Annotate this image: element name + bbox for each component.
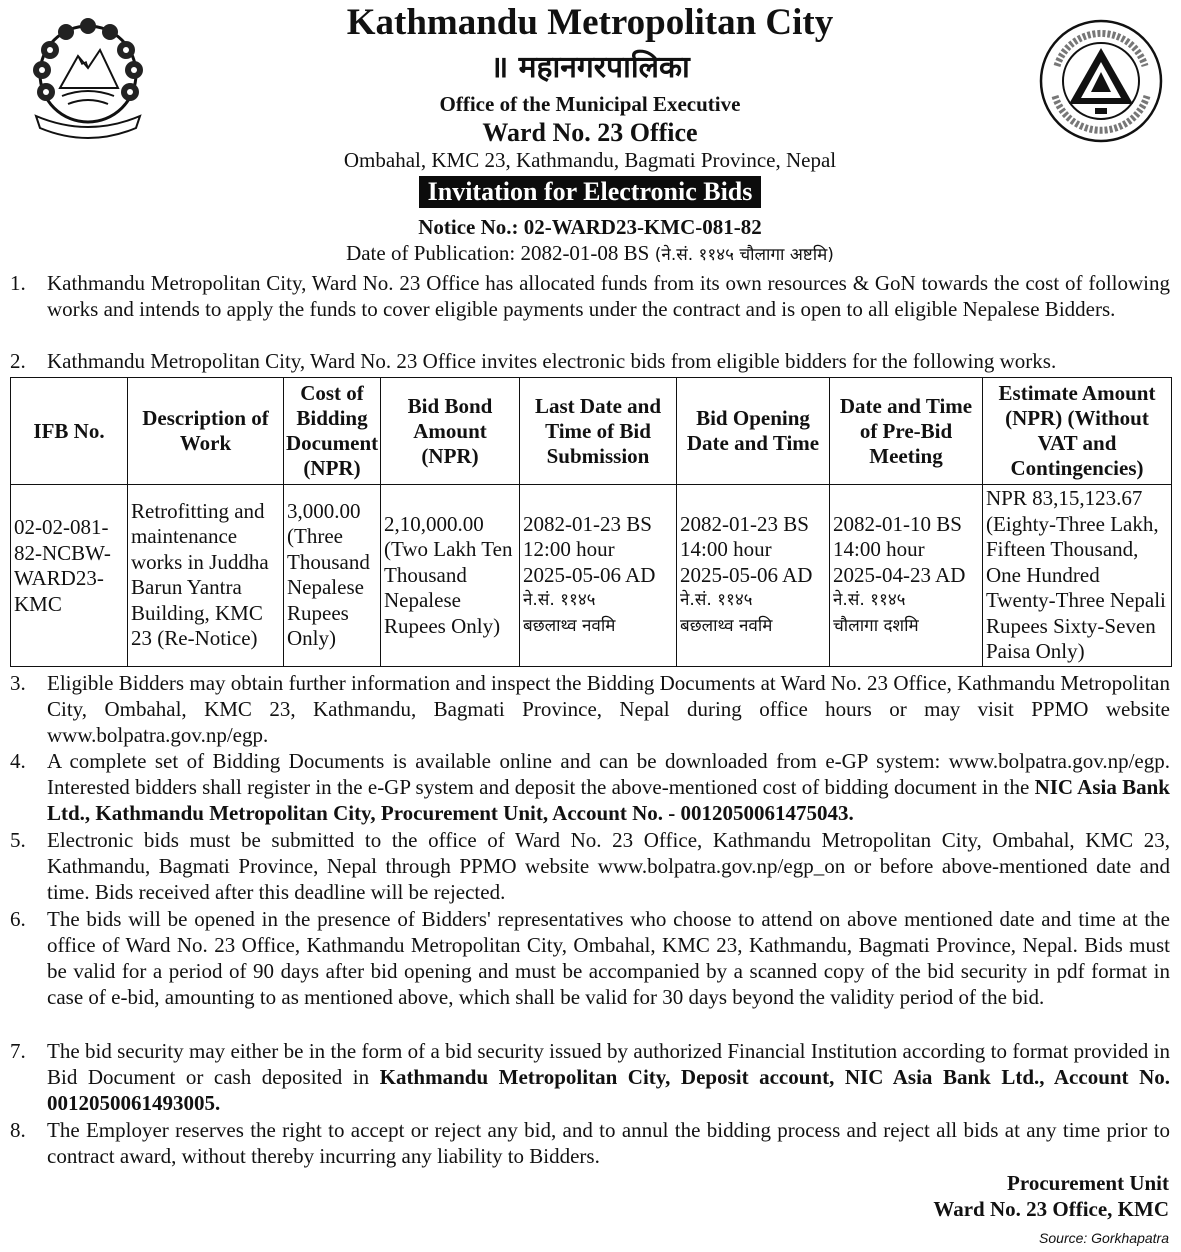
- paragraph-text-wrap: [47, 1038, 1170, 1116]
- submission-bs: 2082-01-23 BS: [523, 511, 652, 536]
- office-title: Office of the Municipal Executive: [439, 92, 741, 116]
- paragraph-8: [10, 1117, 1170, 1169]
- opening-ad: 2025-05-06 AD: [680, 562, 813, 587]
- prebid-bs: 2082-01-10 BS: [833, 511, 962, 536]
- paragraph-text: Kathmandu Metropolitan City, Ward No. 23 Office has allocated funds from its own resources & GoN towards the cost of following works and intends to apply the funds to cover eligible payments under the contract and is open to all eligible Nepalese Bidders.: [47, 271, 1170, 321]
- cell-doc-cost: 3,000.00 (Three Thousand Nepalese Rupees Only): [284, 485, 381, 667]
- paragraph-number: 8.: [10, 1118, 26, 1142]
- paragraph-number: 1.: [10, 271, 26, 295]
- signature-unit: Procurement Unit: [1007, 1171, 1169, 1195]
- prebid-ad: 2025-04-23 AD: [833, 562, 966, 587]
- banner-wrap: [200, 176, 980, 208]
- paragraph-text: Electronic bids must be submitted to the office of Ward No. 23 Office, Kathmandu Metropolitan City, Ombahal, KMC 23, Kathmandu, Bagmati Province, Nepal through PPMO website www.bolpatra.gov.np/egp_on or before above-mentioned date and time. Bids received after this deadline will be rejected.: [47, 828, 1170, 904]
- paragraph-number: 7.: [10, 1039, 26, 1063]
- nepali-title: ॥ महानगरपालिका: [490, 50, 690, 85]
- kmc-seal-icon: [1035, 16, 1167, 146]
- paragraph-text: A complete set of Bidding Documents is available online and can be downloaded from e-GP system: www.bolpatra.gov.np/egp. Interested bidders shall register in the e-GP system and deposit the above-mentioned cost of bidding document in the: [47, 749, 1170, 799]
- header-prebid: Date and Time of Pre-Bid Meeting: [830, 378, 983, 485]
- cell-opening: [677, 485, 830, 667]
- header-doc-cost: Cost of Bidding Document (NPR): [284, 378, 381, 485]
- cell-bid-bond: 2,10,000.00 (Two Lakh Ten Thousand Nepalese Rupees Only): [381, 485, 520, 667]
- signature-office: Ward No. 23 Office, KMC: [933, 1197, 1169, 1221]
- cell-description: Retrofitting and maintenance works in Juddha Barun Yantra Building, KMC 23 (Re-Notice): [128, 485, 284, 667]
- cell-submission: [520, 485, 677, 667]
- table-row: [11, 485, 1172, 667]
- invitation-banner: Invitation for Electronic Bids: [419, 176, 762, 208]
- cell-ifb: 02-02-081-82-NCBW-WARD23-KMC: [11, 485, 128, 667]
- paragraph-number: 5.: [10, 828, 26, 852]
- address: Ombahal, KMC 23, Kathmandu, Bagmati Province, Nepal: [343, 148, 837, 172]
- nepal-emblem-icon: [22, 16, 154, 146]
- submission-time: 12:00 hour: [523, 537, 615, 561]
- header-opening: Bid Opening Date and Time: [677, 378, 830, 485]
- paragraph-2: [10, 348, 1170, 374]
- publication-date-text: Date of Publication: 2082-01-08 BS: [346, 241, 650, 265]
- publication-date-nepali: (ने.सं. ११४५ चौलागा अष्टमि): [649, 245, 834, 265]
- paragraph-bold-text: Kathmandu Metropolitan City, Deposit account, NIC Asia Bank Ltd., Account No. 0012050061493005.: [47, 1065, 1170, 1115]
- paragraph-1: [10, 270, 1170, 322]
- header-submission: Last Date and Time of Bid Submission: [520, 378, 677, 485]
- cell-prebid: [830, 485, 983, 667]
- paragraph-text: Eligible Bidders may obtain further information and inspect the Bidding Documents at Ward No. 23 Office, Kathmandu Metropolitan City, Ombahal, KMC 23, Kathmandu, Bagmati Province, Nepal during office hours or may visit PPMO website www.bolpatra.gov.np/egp.: [47, 671, 1170, 747]
- paragraph-number: 2.: [10, 349, 26, 373]
- opening-time: 14:00 hour: [680, 537, 772, 561]
- cell-estimate: NPR 83,15,123.67 (Eighty-Three Lakh, Fifteen Thousand, One Hundred Twenty-Three Nepali Rupees Sixty-Seven Paisa Only): [983, 485, 1172, 667]
- ward-title: Ward No. 23 Office: [482, 118, 698, 147]
- paragraph-text: Kathmandu Metropolitan City, Ward No. 23 Office invites electronic bids from eligible bidders for the following works.: [47, 349, 1057, 373]
- header-ifb: IFB No.: [11, 378, 128, 485]
- city-title: Kathmandu Metropolitan City: [346, 2, 834, 43]
- paragraph-number: 4.: [10, 749, 26, 773]
- source-credit: Source: Gorkhapatra: [1039, 1230, 1169, 1246]
- header-description: Description of Work: [128, 378, 284, 485]
- paragraph-4: [10, 748, 1170, 826]
- paragraph-6: [10, 906, 1170, 1010]
- paragraph-7: [10, 1038, 1170, 1116]
- paragraph-bold-text: NIC Asia Bank Ltd., Kathmandu Metropolitan City, Procurement Unit, Account No. - 0012050061475043.: [47, 775, 1170, 825]
- prebid-day: चौलागा दशमि: [833, 615, 919, 636]
- paragraph-number: 6.: [10, 907, 26, 931]
- submission-day: बछलाथ्व नवमि: [523, 615, 616, 636]
- prebid-time: 14:00 hour: [833, 537, 925, 561]
- bids-table: [10, 377, 1172, 667]
- submission-ns: ने.सं. ११४५: [523, 590, 596, 610]
- prebid-ns: ने.सं. ११४५: [833, 590, 906, 610]
- notice-number: Notice No.: 02-WARD23-KMC-081-82: [418, 215, 762, 239]
- opening-bs: 2082-01-23 BS: [680, 511, 809, 536]
- opening-ns: ने.सं. ११४५: [680, 590, 753, 610]
- paragraph-text: The Employer reserves the right to accept or reject any bid, and to annul the bidding process and reject all bids at any time prior to contract award, without thereby incurring any liability to Bidders.: [47, 1118, 1170, 1168]
- publication-date: [200, 240, 980, 268]
- opening-day: बछलाथ्व नवमि: [680, 615, 773, 636]
- paragraph-number: 3.: [10, 671, 26, 695]
- paragraph-text: The bids will be opened in the presence of Bidders' representatives who choose to attend on above mentioned date and time at the office of Ward No. 23 Office, Kathmandu Metropolitan City, Ombahal, KMC 23, Kathmandu, Bagmati Province, Nepal. Bids must be valid for a period of 90 days after bid opening and must be accompanied by a scanned copy of the bid security in pdf format in case of e-bid, amounting to as mentioned above, which shall be valid for 30 days beyond the validity period of the bid.: [47, 907, 1170, 1009]
- submission-ad: 2025-05-06 AD: [523, 562, 656, 587]
- paragraph-text-wrap: [47, 748, 1170, 826]
- header-estimate: Estimate Amount (NPR) (Without VAT and Contingencies): [983, 378, 1172, 485]
- paragraph-5: [10, 827, 1170, 905]
- paragraph-text: The bid security may either be in the form of a bid security issued by authorized Financial Institution according to format provided in Bid Document or cash deposited in: [47, 1039, 1170, 1089]
- table-header-row: [11, 378, 1172, 485]
- header-bid-bond: Bid Bond Amount (NPR): [381, 378, 520, 485]
- paragraph-3: [10, 670, 1170, 748]
